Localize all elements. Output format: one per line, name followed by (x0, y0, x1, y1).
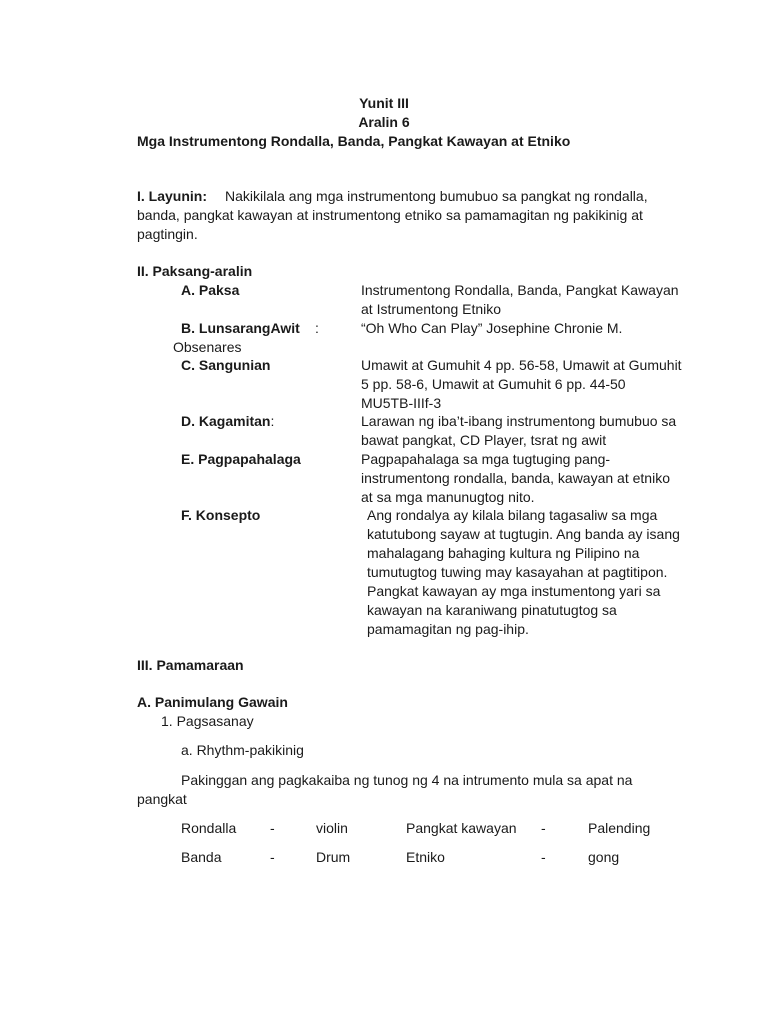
kagamitan-line-2: bawat pangkat, CD Player, tsrat ng awit (361, 432, 607, 448)
lunsarang-colon: : (315, 320, 319, 336)
konsepto-line-5: Pangkat kawayan ay mga instumentong yari sa (367, 583, 661, 599)
unit-heading: Yunit III (359, 95, 409, 111)
table-row-1-group-2: Pangkat kawayan (406, 820, 517, 836)
layunin-line-2: banda, pangkat kawayan at instrumentong etniko sa pamamagitan ng pakikinig at (137, 207, 643, 223)
lesson-title: Mga Instrumentong Rondalla, Banda, Pangkat Kawayan at Etniko (137, 133, 571, 149)
kagamitan-colon: : (270, 413, 275, 429)
pamamaraan-heading: III. Pamamaraan (137, 657, 244, 673)
pagpapahalaga-line-1: Pagpapahalaga sa mga tugtuging pang- (361, 451, 611, 467)
lesson-heading: Aralin 6 (358, 114, 410, 130)
layunin-line-3: pagtingin. (137, 226, 198, 242)
konsepto-label: F. Konsepto (181, 507, 261, 523)
table-row-2-instrument-2: gong (588, 849, 620, 865)
lunsarang-continuation: Obsenares (173, 339, 242, 355)
pagpapahalaga-line-3: at sa mga manunugtog nito. (361, 489, 535, 505)
table-row-2-instrument-1: Drum (316, 849, 351, 865)
konsepto-line-1: Ang rondalya ay kilala bilang tagasaliw sa mga (367, 507, 658, 523)
table-row-1-instrument-2: Palending (588, 820, 651, 836)
paksang-aralin-heading: II. Paksang-aralin (137, 263, 253, 279)
table-row-2-group: Banda (181, 849, 222, 865)
table-row-1-group: Rondalla (181, 820, 237, 836)
lunsarang-label: B. LunsarangAwit (181, 320, 300, 336)
pagsasanay-item: 1. Pagsasanay (161, 713, 254, 729)
table-row-1-dash-2: - (541, 820, 546, 836)
layunin-line-1: Nakikilala ang mga instrumentong bumubuo sa pangkat ng rondalla, (225, 188, 648, 204)
sangunian-line-1: Umawit at Gumuhit 4 pp. 56-58, Umawit at Gumuhit (361, 357, 682, 373)
sangunian-line-2: 5 pp. 58-6, Umawit at Gumuhit 6 pp. 44-50 (361, 376, 626, 392)
rhythm-pakikinig-item: a. Rhythm-pakikinig (181, 742, 304, 758)
sangunian-label: C. Sangunian (181, 357, 271, 373)
layunin-label: I. Layunin: (137, 188, 207, 204)
table-row-2-dash-1: - (270, 849, 275, 865)
paksa-value-line-2: at Istrumentong Etniko (361, 301, 502, 317)
kagamitan-line-1: Larawan ng iba’t-ibang instrumentong bumubuo sa (361, 413, 677, 429)
konsepto-line-2: katutubong sayaw at tugtugin. Ang banda ay isang (367, 526, 680, 542)
paksa-label: A. Paksa (181, 282, 240, 298)
instruction-line-2: pangkat (137, 791, 187, 807)
table-row-2-dash-2: - (541, 849, 546, 865)
konsepto-line-6: kawayan na karaniwang pinatutugtog sa (367, 602, 617, 618)
sangunian-line-3: MU5TB-IIIf-3 (361, 395, 442, 411)
konsepto-line-7: pamamagitan ng pag-ihip. (367, 621, 529, 637)
table-row-1-dash-1: - (270, 820, 275, 836)
konsepto-line-3: mahalagang bahaging kultura ng Pilipino na (367, 545, 640, 561)
kagamitan-label-group (181, 412, 274, 431)
table-row-2-group-2: Etniko (406, 849, 445, 865)
lunsarang-value: “Oh Who Can Play” Josephine Chronie M. (361, 320, 623, 336)
panimulang-gawain-heading: A. Panimulang Gawain (137, 694, 288, 710)
paksa-value-line-1: Instrumentong Rondalla, Banda, Pangkat Kawayan (361, 282, 679, 298)
kagamitan-label: D. Kagamitan (181, 413, 271, 429)
instruction-line-1: Pakinggan ang pagkakaiba ng tunog ng 4 na intrumento mula sa apat na (181, 772, 633, 788)
table-row-1-instrument-1: violin (316, 820, 348, 836)
pagpapahalaga-label: E. Pagpapahalaga (181, 451, 301, 467)
pagpapahalaga-line-2: instrumentong rondalla, banda, kawayan at etniko (361, 470, 670, 486)
konsepto-line-4: tumutugtog tuwing may kasayahan at pagtitipon. (367, 564, 668, 580)
